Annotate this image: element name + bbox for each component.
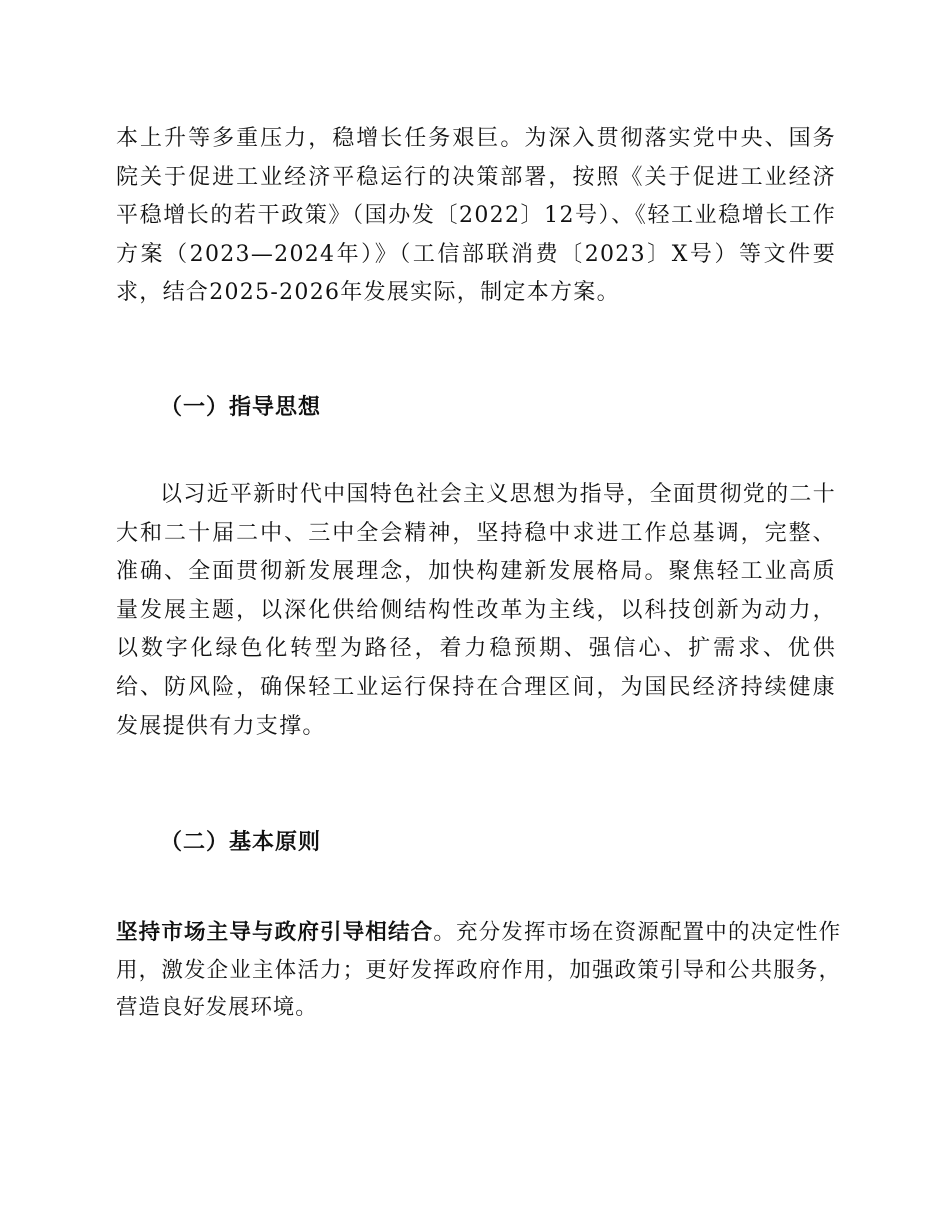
principle-body-text: 。充分发挥市场在资源配置中的决定性作用，激发企业主体活力；更好发挥政府作用，加强政策引导和公共服务，营造良好发展环境。	[116, 920, 842, 1020]
principle-lead-text: 坚持市场主导与政府引导相结合	[116, 920, 434, 945]
intro-paragraph: 本上升等多重压力，稳增长任务艰巨。为深入贯彻落实党中央、国务院关于促进工业经济平稳运行的决策部署，按照《关于促进工业经济平稳增长的若干政策》（国办发〔2022〕12号）、《轻工业稳增长工作方案（2023—2024年）》（工信部联消费〔2023〕X号）等文件要求，结合2025-2026年发展实际，制定本方案。	[116, 126, 836, 306]
section-heading-basic-principles: （二）基本原则	[160, 829, 322, 855]
guiding-ideology-paragraph: 以习近平新时代中国特色社会主义思想为指导，全面贯彻党的二十大和二十届二中、三中全会精神，坚持稳中求进工作总基调，完整、准确、全面贯彻新发展理念，加快构建新发展格局。聚焦轻工业高质量发展主题，以深化供给侧结构性改革为主线，以科技创新为动力，以数字化绿色化转型为路径，着力稳预期、强信心、扩需求、优供给、防风险，确保轻工业运行保持在合理区间，为国民经济持续健康发展提供有力支撑。	[116, 482, 836, 739]
principle-paragraph	[116, 914, 841, 1027]
section-heading-guiding-ideology: （一）指导思想	[160, 394, 322, 420]
